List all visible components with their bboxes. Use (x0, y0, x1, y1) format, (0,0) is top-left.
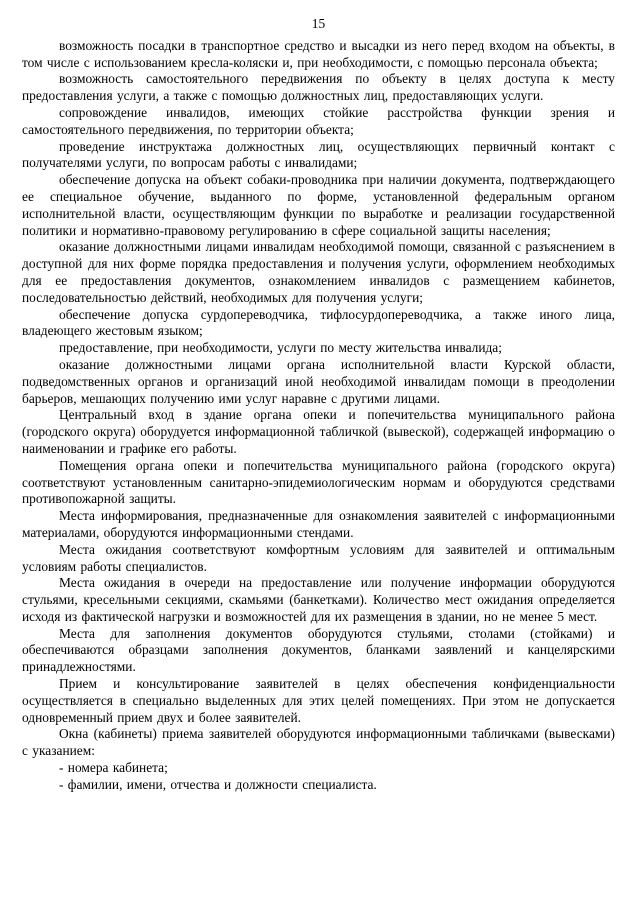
paragraph: Места ожидания соответствуют комфортным условиям для заявителей и оптимальным условиям работы специалистов. (22, 541, 615, 574)
paragraph: - номера кабинета; (59, 760, 168, 776)
paragraph: проведение инструктажа должностных лиц, осуществляющих первичный контакт с получателями услуги, по вопросам работы с инвалидами; (22, 138, 615, 171)
paragraph: Центральный вход в здание органа опеки и попечительства муниципального района (городского округа) оборудуется информационной табличкой (вывеской), содержащей информацию о наименовании и графике его работы. (22, 407, 615, 456)
paragraph: - фамилии, имени, отчества и должности специалиста. (59, 776, 377, 792)
paragraph: Места для заполнения документов оборудуются стульями, столами (стойками) и обеспечиваются образцами заполнения документов, бланками заявлений и канцелярскими принадлежностями. (22, 625, 615, 675)
paragraph: оказание должностными лицами органа исполнительной власти Курской области, подведомственных органов и организаций иной необходимой инвалидам помощи в преодолении барьеров, мешающих получению ими услуг наравне с другими лицами. (22, 356, 615, 406)
paragraph: сопровождение инвалидов, имеющих стойкие расстройства функции зрения и самостоятельного передвижения, по территории объекта; (22, 104, 615, 137)
document-body (22, 38, 615, 794)
page-number: 15 (311, 16, 326, 31)
paragraph: Окна (кабинеты) приема заявителей оборудуются информационными табличками (вывесками) с указанием: (22, 726, 615, 759)
paragraph: Прием и консультирование заявителей в целях обеспечения конфиденциальности осуществляется в специально выделенных для этих целей помещениях. При этом не допускается одновременный прием двух и более заявителей. (22, 676, 615, 725)
paragraph: возможность посадки в транспортное средство и высадки из него перед входом на объекты, в том числе с использованием кресла-коляски и, при необходимости, с помощью персонала объекта; (22, 37, 615, 70)
paragraph: оказание должностными лицами инвалидам необходимой помощи, связанной с разъяснением в доступной для них форме порядка предоставления и получения услуги, оформлением необходимых для ее предоставления документов, ознакомлением инвалидов с размещением кабинетов, последовательностью действий, необходимых для получения услуги; (22, 239, 615, 305)
paragraph: обеспечение допуска сурдопереводчика, тифлосурдопереводчика, а также иного лица, владеющего жестовым языком; (22, 306, 615, 339)
paragraph: Места ожидания в очереди на предоставление или получение информации оборудуются стульями, кресельными секциями, скамьями (банкетками). Количество мест ожидания определяется исходя из фактической нагрузки и возможностей для их размещения в здании, но не менее 5 мест. (22, 575, 615, 624)
paragraph: возможность самостоятельного передвижения по объекту в целях доступа к месту предоставления услуги, а также с помощью должностных лиц, предоставляющих услуги. (22, 71, 615, 104)
paragraph: обеспечение допуска на объект собаки-проводника при наличии документа, подтверждающего ее специальное обучение, выданного по форме, установленной федеральным органом исполнительной власти, осуществляющим функции по выработке и реализации государственной политики и нормативно-правовому регулированию в сфере социальной защиты населения; (22, 172, 615, 238)
paragraph: Помещения органа опеки и попечительства муниципального района (городского округа) соответствуют установленным санитарно-эпидемиологическим нормам и оборудуются средствами противопожарной защиты. (22, 457, 615, 507)
paragraph: предоставление, при необходимости, услуги по месту жительства инвалида; (59, 340, 502, 356)
paragraph: Места информирования, предназначенные для ознакомления заявителей с информационными материалами, оборудуются информационными стендами. (22, 508, 615, 540)
